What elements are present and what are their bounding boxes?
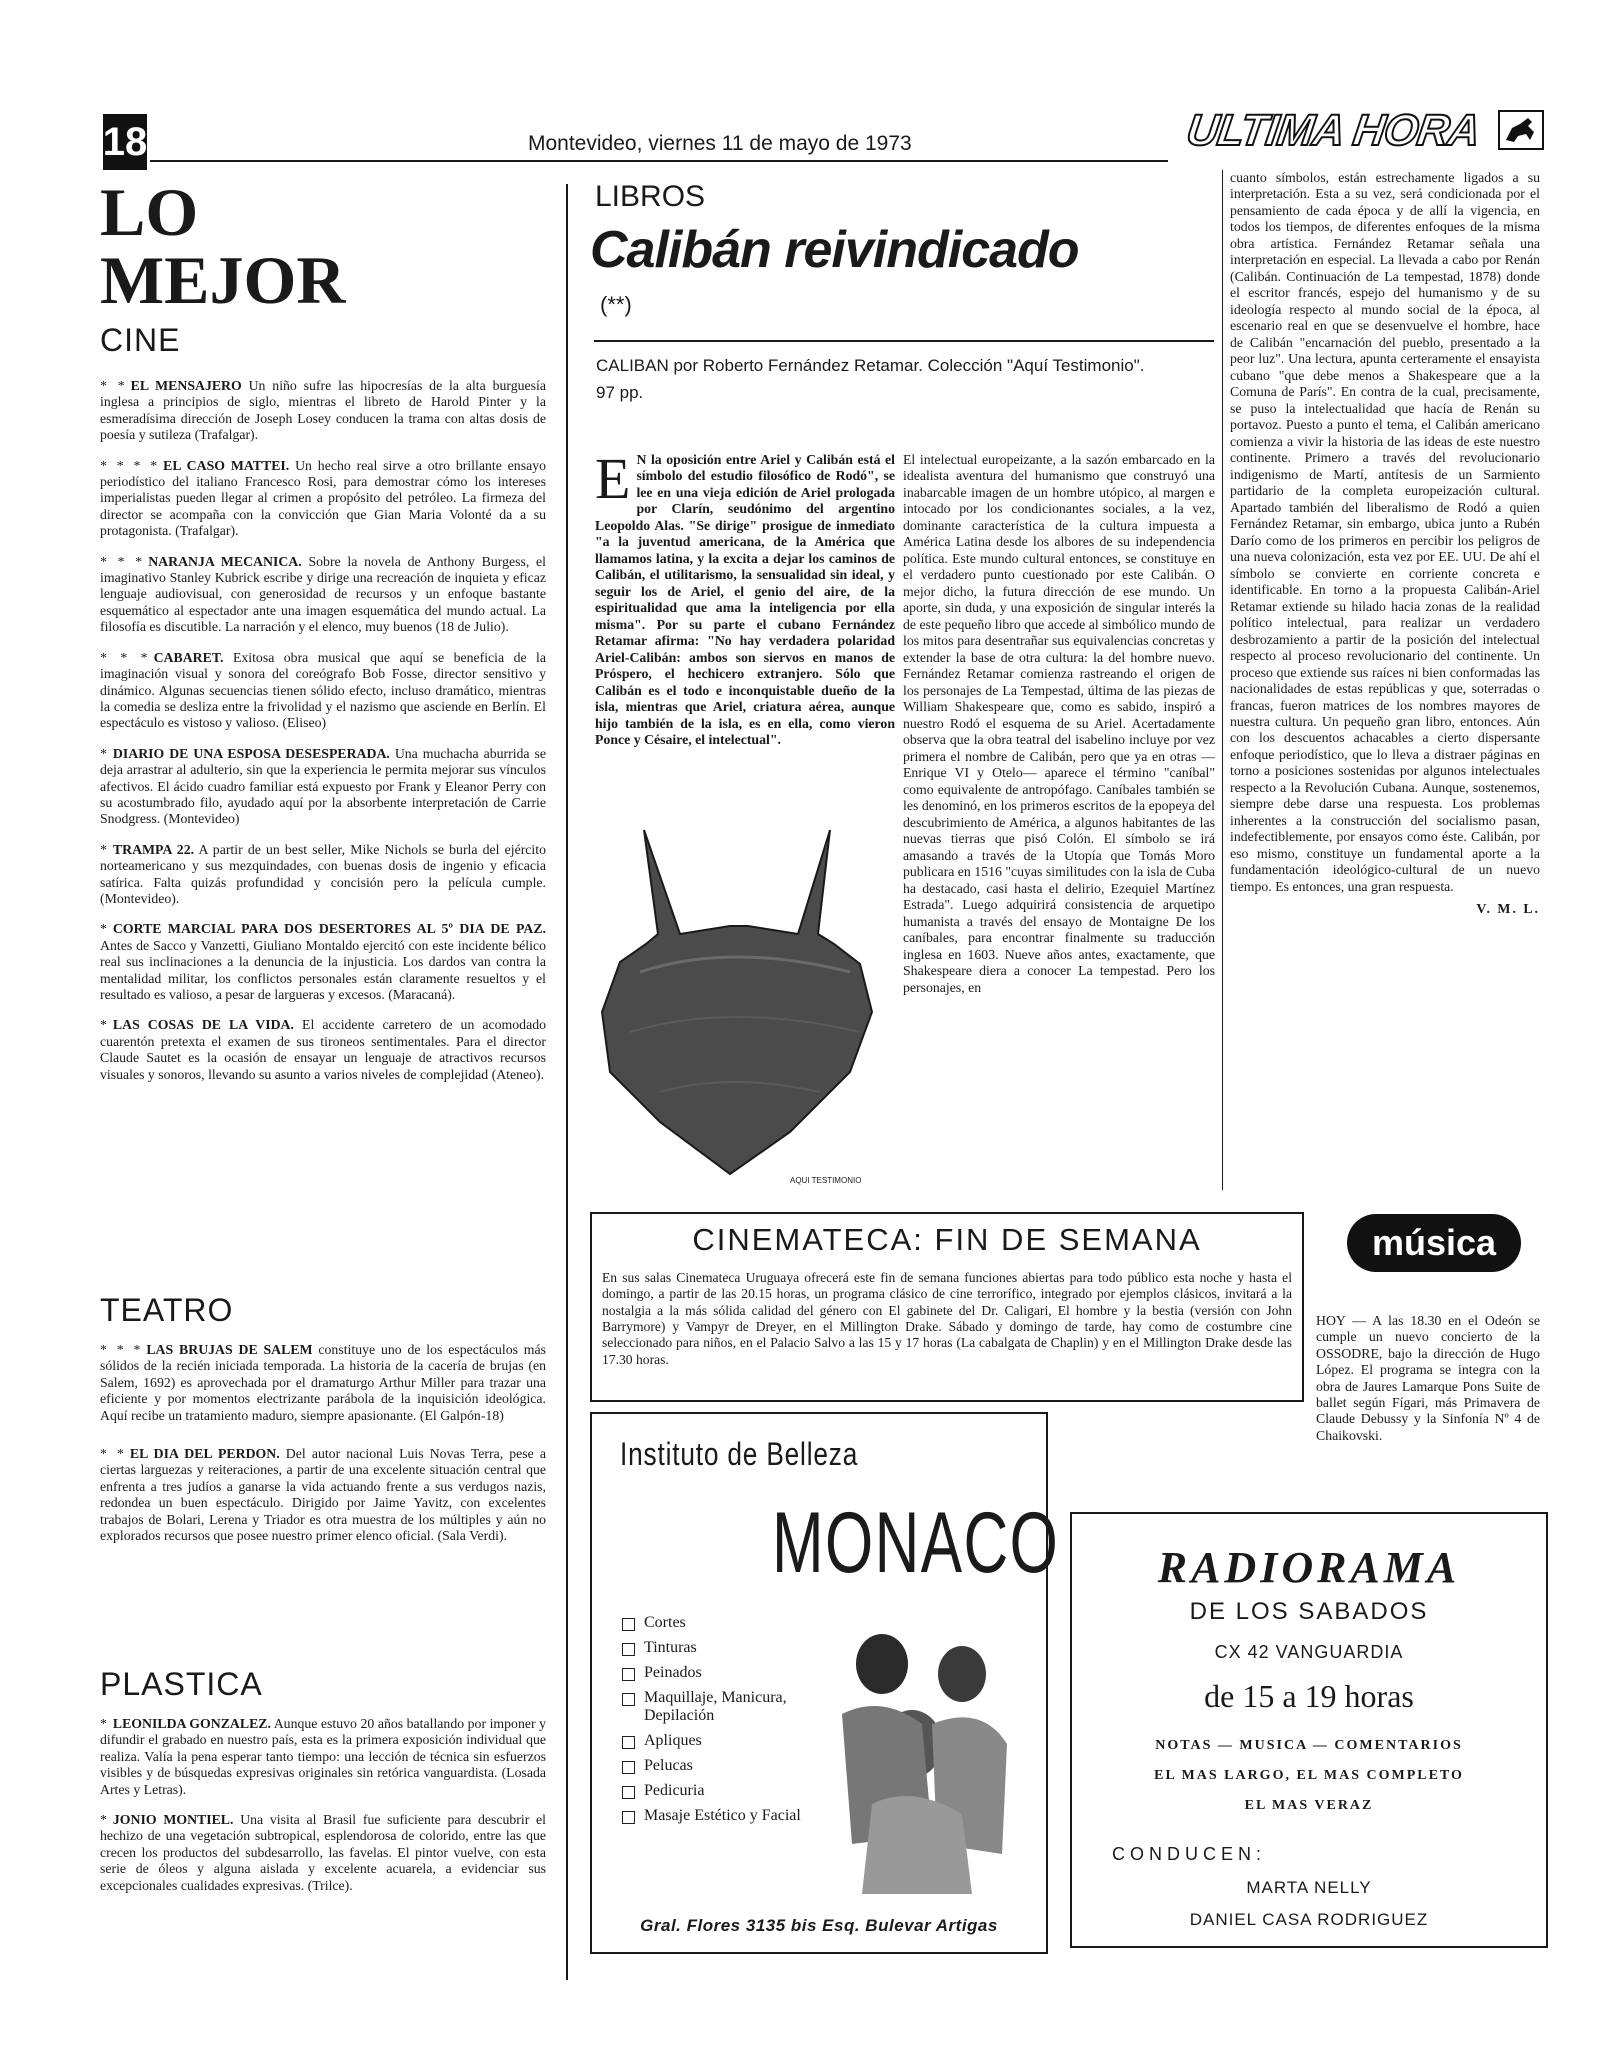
- list-item: Tinturas: [622, 1639, 812, 1657]
- caliban-photo: [580, 822, 900, 1188]
- radiorama-ad: [1070, 1512, 1548, 1948]
- services-list: [622, 1614, 812, 1832]
- list-item: * * * NARANJA MECANICA. Sobre la novela de Anthony Burgess, el imaginativo Stanley Kubrick escribe y dirige una recreación de inquieta y eficaz lenguaje audiovisual, con generosidad de recursos y un enfoque bastante esquemático al espectador ante una imagen esquemática del mundo actual. La filosofía es discutible. La narración y el elenco, muy buenos (18 de Julio).: [100, 553, 547, 635]
- list-item: * LAS COSAS DE LA VIDA. El accidente carretero de un acomodado cuarentón pretexta el examen de sus tironeos sentimentales. Para el director Claude Sautet es la ocasión de ensayar un lenguaje de atractivos recursos visuales y sonoros, llevando su asunto a varios niveles de complejidad (Ateneo).: [100, 1017, 546, 1082]
- ad-line-1: Instituto de Belleza: [620, 1436, 859, 1472]
- cinemateca-text: En sus salas Cinemateca Uruguaya ofrecerá este fin de semana funciones abiertas para todo público esta noche y hasta el domingo, a partir de las 20.15 horas, un programa clásico de cine terrorífico, integrado por ejemplos clásicos, invitará a la nostalgia a la más sólida calidad del género con El gabinete del Dr. Caligari, El hombre y la bestia (versión con John Barrymore) y Vampyr de Dreyer, en el Millington Drake. Sábado y domingo de tarde, hay como de costumbre cine seleccionado para niños, en el Palacio Salvo a las 15 y 17 horas (La cabalgata de Chaplin) y en el Millington Drake desde las 17.30 horas.: [602, 1270, 1292, 1367]
- list-item: * * EL DIA DEL PERDON. Del autor nacional Luis Novas Terra, pese a ciertas larguezas y reiteraciones, a partir de una excelente situación central que enfrenta a tres judíos a ganarse la vida actuando frente a sus verdugos nazis, redondea un buen espectáculo. Dirigido por Jaime Yavitz, con excelentes trabajos de Bolari, Lerena y Triador es otra muestra de los múltiples y aún no explorados recursos que posee nuestro primer elenco oficial. (Sala Verdi).: [100, 1446, 547, 1544]
- list-item: * DIARIO DE UNA ESPOSA DESESPERADA. Una muchacha aburrida se deja arrastrar al adulterio, sin que la experiencia le permita mejorar sus vínculos afectivos. El ácido cuadro familiar está expuesto por Frank y Eleanor Perry con su acostumbrado filo, ayudado aquí por la absorbente interpretación de Carrie Snodgress. (Montevideo): [100, 745, 546, 827]
- radio-station: CX 42 VANGUARDIA: [1214, 1642, 1404, 1662]
- ad-address: Gral. Flores 3135 bis Esq. Bulevar Artigas: [640, 1916, 998, 1935]
- radio-host-1: MARTA NELLY: [1246, 1878, 1372, 1897]
- list-item: Pelucas: [622, 1757, 812, 1775]
- column-divider: [566, 184, 568, 1980]
- signature: V. M. L.: [1476, 901, 1540, 917]
- page-number: 18: [103, 114, 147, 170]
- list-item: Peinados: [622, 1664, 812, 1682]
- list-item: Maquillaje, Manicura, Depilación: [622, 1689, 812, 1725]
- list-item: Apliques: [622, 1732, 812, 1750]
- plastica-list: [100, 1716, 546, 1908]
- cine-heading: CINE: [100, 322, 181, 358]
- rating: (**): [600, 292, 632, 317]
- drop-cap: E: [595, 446, 631, 511]
- dateline: Montevideo, viernes 11 de mayo de 1973: [528, 132, 912, 155]
- masthead-logo: ULTIMA HORA: [1168, 104, 1556, 160]
- radio-conducen: CONDUCEN:: [1112, 1844, 1267, 1864]
- horse-icon: [1498, 110, 1544, 150]
- header-rule: [150, 160, 1168, 162]
- radio-tagline-1: NOTAS — MUSICA — COMENTARIOS: [1155, 1738, 1463, 1753]
- section-label: LIBROS: [595, 180, 706, 213]
- article-headline: Calibán reivindicado: [590, 221, 1079, 279]
- list-item: * LEONILDA GONZALEZ. Aunque estuvo 20 años batallando por imponer y difundir el grabado en nuestro país, esta es la primera exposición individual que realiza. Valía la pena esperar tanto tiempo: una lección de técnica sin esfuerzos visibles y de búsquedas expresivas originales sin retórica vanguardista. (Losada Artes y Letras).: [100, 1716, 546, 1797]
- list-item: * * * LAS BRUJAS DE SALEM constituye uno de los espectáculos más sólidos de la recién iniciada temporada. La historia de la cacería de brujas (en Salem, 1692) es aprovechada por el dramaturgo Arthur Miller para trazar una eficiente y por momentos electrizante parábola de la inquisición ideológica. Aquí recibe un tratamiento maduro, siempre apasionante. (El Galpón-18): [100, 1342, 547, 1423]
- article-column-3: cuanto símbolos, están estrechamente ligados a su interpretación. Esta a su vez, será condicionada por el pensamiento de cada época y de allí la vigencia, en todos los tiempos, de diferentes enfoques de la misma obra artística. Fernández Retamar señala una interpretación en especial. La llevada a cabo por Renán (Calibán. Continuación de La tempestad, 1878) donde el escritor francés, espejo del humanismo y de su ideología respecto al mundo social de la época, al escenario real en que se desenvuelve el hombre, hace de Calibán "encarnación del pueblo, presentado a la peor luz". Una lectura, apunta certeramente el ensayista cubano "que debe menos a Shakespeare que a la Comuna de París". En contra de la cual, precisamente, se puso la intelectualidad que hacía de Renán su portavoz. Puesto a punto el tema, el Calibán americano comienza a vivir la historia de las ideas de este nuestro continente. Primero a través del revolucionario indigenismo de Martí, antítesis de un Sarmiento partidario de la completa europeización cultural. Apartado también del liberalismo de Rodó a quien Fernández Retamar, sin embargo, ubica junto a Rubén Darío como de los primeros en percibir los peligros de una nueva colonización, esta vez por EE. UU. De ahí el símbolo se convierte en corriente concreta e identificable. En torno a la propuesta Calibán-Ariel Retamar extiende su hilado hacia zonas de la realidad político intelectual, para realizar un verdadero desbrozamiento a partir de la posición del intelectual respecto al proceso revolucionario del continente. Un proceso que extiende sus raíces ni bien conformadas las nacionalidades de estas repúblicas y que, soterradas o francas, fueron matrices de los nombres mayores de nuestra cultura. Un pequeño gran libro, entonces. Aún con los descuentos achacables a cierto dispersante enfoque periodístico, que lo lleva a distraer páginas en torno a posiciones sostenidas por algunos intelectuales respecto a la Revolución Cubana. Aunque, sostenemos, siempre debe darse una respuesta. Los problemas inherentes a la construcción del socialismo pasan, indefectiblemente, por ensayos como éste. Calibán, por eso mismo, constituye un fundamental aporte a la fundamentación ideológico-cultural de un nuevo tiempo. Es entonces, una gran respuesta. V. M. L.: [1230, 170, 1540, 917]
- photo-caption: AQUI TESTIMONIO: [790, 1176, 862, 1185]
- radio-title: RADIORAMA: [1157, 1543, 1461, 1592]
- column-divider: [1222, 170, 1223, 1190]
- musica-badge: música: [1347, 1214, 1521, 1272]
- list-item: * CORTE MARCIAL PARA DOS DESERTORES AL 5º DIA DE PAZ. Antes de Sacco y Vanzetti, Giuliano Montaldo ejercitó con este incidente bélico real sus inclinaciones a la denuncia de la injusticia. Los dardos van contra la mentalidad militar, los conflictos personales están claramente resueltos y el resultado es valioso, a pesar de largueras y excesos. (Maracaná).: [100, 921, 546, 1002]
- checkbox-icon: [622, 1736, 635, 1749]
- list-item: * * EL MENSAJERO Un niño sufre las hipocresías de la alta burguesía inglesa a principios de siglo, mientras el libreto de Harold Pinter y la esmeradísima dirección de Joseph Losey conducen la trama con altas dosis de poesía y sutileza (Trafalgar).: [100, 378, 546, 443]
- checkbox-icon: [622, 1761, 635, 1774]
- checkbox-icon: [622, 1618, 635, 1631]
- radio-tagline-3: EL MAS VERAZ: [1244, 1798, 1374, 1813]
- list-item: * JONIO MONTIEL. Una visita al Brasil fue suficiente para descubrir el hechizo de una vegetación subtropical, esplendorosa de colorido, entre las que crecen los productos del subdesarrollo, las favelas. El pintor vuelve, con esta serie de óleos y alguna aislada y excelente acuarela, a evidenciar sus excepcionales cualidades expresivas. (Trilce).: [100, 1812, 546, 1893]
- checkbox-icon: [622, 1786, 635, 1799]
- ad-brand: MONACO: [772, 1495, 1060, 1591]
- checkbox-icon: [622, 1693, 635, 1706]
- list-item: * * * * EL CASO MATTEI. Un hecho real sirve a otro brillante ensayo periodístico del italiano Francesco Rosi, para demostrar cómo los intereses imperialistas pueden llegar al crimen a propósito del petróleo. La firmeza del director se acompaña con la convicción que Gian Maria Volonté da a su protagonista. (Trafalgar).: [100, 457, 546, 539]
- list-item: * TRAMPA 22. A partir de un best seller, Mike Nichols se burla del ejército norteamericano y sus mezquindades, con buenas dosis de ingenio y eficacia satírica. Falta quizás profundidad y concisión pero la película cumple. (Montevideo).: [100, 841, 546, 906]
- checkbox-icon: [622, 1668, 635, 1681]
- cinemateca-title: CINEMATECA: FIN DE SEMANA: [692, 1222, 1202, 1257]
- teatro-heading: TEATRO: [100, 1292, 234, 1328]
- radio-subtitle: DE LOS SABADOS: [1189, 1598, 1429, 1625]
- credit-rule: [594, 340, 1214, 342]
- checkbox-icon: [622, 1811, 635, 1824]
- article-column-2: El intelectual europeizante, a la sazón embarcado en la idealista aventura del humanismo que construyó una inabarcable imagen de un hombre utópico, al margen e intocado por los condicionantes sociales, a la vez, dominante característica de la cultura impuesta a América Latina desde los albores de su independencia política. Este mundo cultural entonces, se constituye en el verdadero punto cuestionado por este Calibán. O mejor dicho, la futura dirección de ese mundo. Un aporte, sin duda, y una exposición de singular interés la de este pequeño libro que accede al simbólico mundo de los mitos para desentrañar sus equivalencias concretas y extender la base de otra cultura: la del hombre nuevo. Fernández Retamar comienza rastreando el origen de los personajes de La Tempestad, última de las piezas de William Shakespeare que, como es sabido, inspiró a nuestro Rodó el esquema de su Ariel. Acertadamente observa que la obra teatral del isabelino incluye por vez primera el nombre de Calibán, pero que ya en otras —Enrique VI y Otelo— aparece el término "caníbal" como equivalente de antropófago. Caníbales también se les denominó, en los primeros escritos de la epopeya del descubrimiento de América, a algunos habitantes de las nuevas tierras que pisó Colón. El símbolo se irá amasando a través de la Utopía que Tomás Moro publicara en 1516 "cuyas similitudes con la isla de Cuba ha destacado, casi hasta el delirio, Ezequiel Martínez Estrada". Luego adquirirá consistencia de arquetipo humanista a través del ensayo de Montaigne De los caníbales, para encontrar finalmente su traducción inglesa en 1603. Nueve años antes, exactamente, que Shakespeare diera a conocer La tempestad. Pero los personajes, en: [903, 452, 1215, 995]
- plastica-heading: PLASTICA: [100, 1666, 263, 1702]
- radio-host-2: DANIEL CASA RODRIGUEZ: [1189, 1910, 1429, 1929]
- radio-hours: de 15 a 19 horas: [1204, 1678, 1414, 1714]
- teatro-list: [100, 1342, 546, 1558]
- radio-tagline-2: EL MAS LARGO, EL MAS COMPLETO: [1154, 1768, 1464, 1783]
- musica-text: HOY — A las 18.30 en el Odeón se cumple un nuevo concierto de la OSSODRE, bajo la dirección de Hugo López. El programa se integra con la obra de Jaures Lamarque Pons Suite de ballet según Fígari, más Primavera de Claude Debussy y la Sinfonía Nº 4 de Chaikovski.: [1316, 1313, 1540, 1443]
- monaco-ad: [590, 1412, 1060, 1954]
- article-column-1: E N la oposición entre Ariel y Calibán está el símbolo del estudio filosófico de Rodó", se lee en una vieja edición de Ariel prologada por Clarín, seudónimo del argentino Leopoldo Alas. "Se dirige" prosigue de inmediato "a la juventud americana, de la América que llamamos latina, y la excita a dejar los caminos de Calibán, el utilitarismo, la sensualidad sin ideal, y seguir los de Ariel, el genio del aire, de la espiritualidad que ama la inteligencia por ella misma". Por su parte el cubano Fernández Retamar afirma: "No hay verdadera polaridad Ariel-Calibán: ambos son siervos en manos de Próspero, el hechicero extranjero. Sólo que Calibán es el todo e inconquistable dueño de la isla, mientras que Ariel, criatura aérea, aunque hijo también de la isla, es en ella, como vieron Ponce y Césaire, el intelectual".: [595, 446, 895, 748]
- book-credit: CALIBAN por Roberto Fernández Retamar. Colección "Aquí Testimonio". 97 pp.: [596, 356, 1145, 403]
- cinemateca-box: [590, 1212, 1304, 1402]
- page-title: LO MEJOR: [100, 174, 346, 318]
- list-item: * * * CABARET. Exitosa obra musical que aquí se beneficia de la imaginación visual y sonora del coreógrafo Bob Fosse, director sensitivo y dinámico. Algunas secuencias tienen sólido efecto, incluso dramático, mientras la comedia se desliza entre la frivolidad y el nazismo que asciende en Berlín. El espectáculo es vistoso y valioso. (Eliseo): [100, 649, 547, 731]
- checkbox-icon: [622, 1643, 635, 1656]
- list-item: Masaje Estético y Facial: [622, 1807, 812, 1825]
- salon-illustration: [812, 1604, 1022, 1904]
- list-item: Pedicuria: [622, 1782, 812, 1800]
- list-item: Cortes: [622, 1614, 812, 1632]
- cine-list: [100, 378, 546, 1097]
